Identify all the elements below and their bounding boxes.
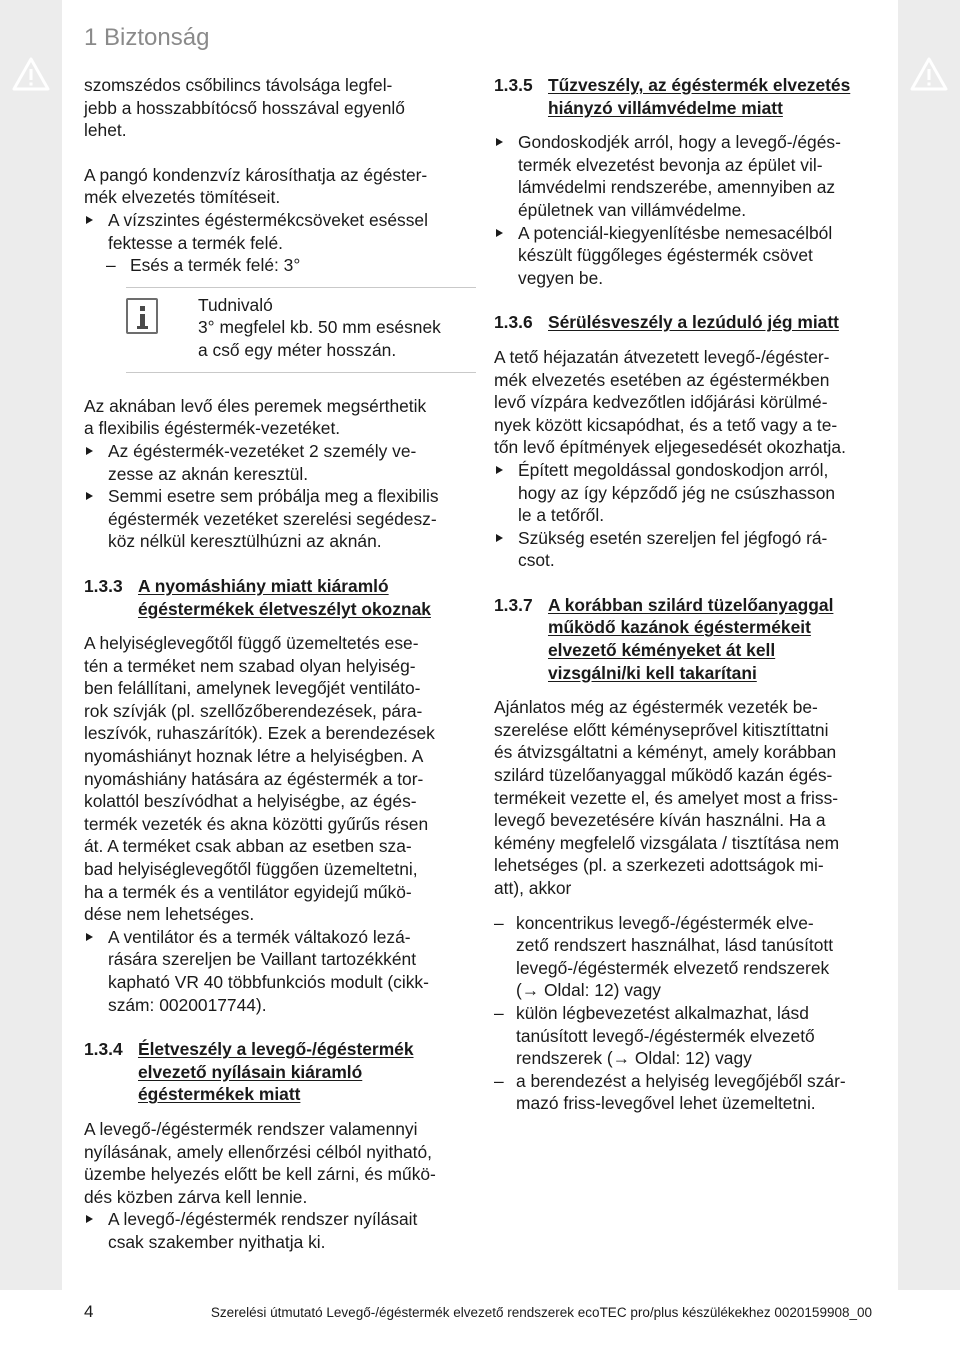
bullet-triangle-icon: [86, 492, 93, 500]
bullet-item: Épített megoldással gondoskodjon arról, hogy az így képződő jég ne csúszhasson le a tetőről.: [494, 459, 886, 527]
section-heading-1-3-5: 1.3.5 Tűzveszély, az égéstermék elvezetés hiányzó villámvédelme miatt: [494, 75, 851, 118]
dash-item: – koncentrikus levegő-/égéstermék elve- zető rendszert használhat, lásd tanúsított levegő-/égéstermék elvezető rendszerek (→ Oldal: 12) vagy: [494, 912, 834, 1001]
bullet-item: Az égéstermék-vezetéket 2 személy ve- zesse az aknán keresztül.: [84, 440, 476, 485]
bullet-triangle-icon: [496, 534, 503, 542]
bullet-triangle-icon: [86, 447, 93, 455]
paragraph: A helyiséglevegőtől függő üzemeltetés ese- tén a terméket nem szabad olyan helyiség- ben felállítani, amelynek levegőjét ventiláto- rok szívják (pl. szellőzőberendezések, pára- leszívók, ruhaszárítók). Ezek a berendezések nyomáshiányt hoznak létre a helyiségben. A nyomáshiány hatására az égéstermék a tor- kolattól beszívódhat a helyiségbe, az égés- termék vezeték és akna közötti gyűrűs résen át. A terméket csak abban az esetben sza- bad helyiséglevegőtől függően üzemeltetni, ha a termék és a ventilátor egyidejű műkö- dése nem lehetséges.: [84, 633, 435, 925]
paragraph: A tető héjazatán átvezetett levegő-/égéster- mék elvezetés esetében az égéstermékben levő vízpára kedvezőtlen időjárási körülmé- nyek között kicsapódhat, és a tető vagy a te- tőn levő építmények eljegesedését okozhatja.: [494, 346, 846, 458]
dash-item: – Esés a termék felé: 3°: [106, 255, 301, 276]
right-margin-bar: [898, 0, 960, 1290]
bullet-item: Gondoskodjék arról, hogy a levegő-/égés- termék elvezetést bevonja az épület vil- lámvédelmi rendszerébe, amennyiben az épületnek van villámvédelme.: [494, 131, 886, 221]
paragraph: Ajánlatos még az égéstermék vezeték be- szerelése előtt kéményseprővel kitisztíttatni és átvizsgáltatni a kéményt, amely korábban szilárd tüzelőanyaggal működő kazán égés- termékeit vezette el, és amelyet most a friss- levegő bevezetésére kíván használni. Ha a kémény megfelelő vizsgálata / tisztítása nem lehetséges (pl. a szerkezeti adottságok mi- att), akkor: [494, 697, 840, 898]
left-column: [84, 74, 476, 1254]
bullet-triangle-icon: [496, 466, 503, 474]
bullet-triangle-icon: [86, 1215, 93, 1223]
paragraph: A levegő-/égéstermék rendszer valamennyi nyílásának, amely ellenőrzési célból nyitható, üzembe helyezés előtt be kell zárni, és műkö- dés közben zárva kell lennie.: [84, 1118, 436, 1207]
bullet-triangle-icon: [496, 138, 503, 146]
bullet-item: Szükség esetén szereljen fel jégfogó rá- csot.: [494, 527, 886, 572]
right-column: [494, 74, 886, 1115]
info-icon: [126, 298, 158, 334]
warning-triangle-icon: [11, 56, 51, 92]
note-text: 3° megfelel kb. 50 mm esésnek a cső egy méter hosszán.: [198, 317, 441, 360]
info-note: [126, 287, 476, 373]
paragraph: szomszédos csőbilincs távolsága legfel- jebb a hosszabbítócső hosszával egyenlő lehet.: [84, 75, 405, 141]
bullet-item: A ventilátor és a termék váltakozó lezá- rására szereljen be Vaillant tartozékként kapható VR 40 többfunkciós modult (cikk- szám: 0020017744).: [84, 926, 476, 1016]
section-heading-1-3-4: 1.3.4 Életveszély a levegő-/égéstermék elvezető nyílásain kiáramló égéstermékek miatt: [84, 1039, 414, 1105]
bullet-triangle-icon: [86, 216, 93, 224]
bullet-item: A vízszintes égéstermékcsöveket eséssel fektesse a termék felé.: [84, 209, 476, 254]
bullet-item: Semmi esetre sem próbálja meg a flexibilis égéstermék vezetéket szerelési segédesz- köz nélkül keresztülhúzni az aknán.: [84, 485, 476, 553]
chapter-title: 1 Biztonság: [84, 24, 210, 51]
paragraph: Az aknában levő éles peremek megsérthetik a flexibilis égéstermék-vezetéket.: [84, 395, 427, 439]
bullet-item: A levegő-/égéstermék rendszer nyílásait csak szakember nyithatja ki.: [84, 1208, 476, 1253]
dash-item: – külön légbevezetést alkalmazhat, lásd tanúsított levegő-/égéstermék elvezető rendszerek (→ Oldal: 12) vagy: [494, 1002, 815, 1069]
page-number: 4: [84, 1302, 94, 1321]
paragraph: A pangó kondenzvíz károsíthatja az égéster- mék elvezetés tömítéseit.: [84, 164, 428, 208]
section-heading-1-3-3: 1.3.3 A nyomáshiány miatt kiáramló égéstermékek életveszélyt okoznak: [84, 575, 431, 619]
note-title: Tudnivaló: [198, 294, 273, 315]
left-margin-bar: [0, 0, 62, 1290]
dash-item: – a berendezést a helyiség levegőjéből szár- mazó friss-levegővel lehet üzemeltetni.: [494, 1070, 846, 1114]
section-heading-1-3-6: 1.3.6 Sérülésveszély a lezúduló jég miatt: [494, 312, 839, 333]
warning-triangle-icon: [909, 56, 949, 92]
section-heading-1-3-7: 1.3.7 A korábban szilárd tüzelőanyaggal működő kazánok égéstermékeit elvezető kéményeket át kell vizsgálni/ki kell takarítani: [494, 594, 834, 683]
bullet-triangle-icon: [86, 933, 93, 941]
footer-text: Szerelési útmutató Levegő-/égéstermék elvezető rendszerek ecoTEC pro/plus készülékekhez 0020159908_00: [210, 1305, 872, 1320]
bullet-triangle-icon: [496, 229, 503, 237]
bullet-item: A potenciál-kiegyenlítésbe nemesacélból készült függőleges égéstermék csövet vegyen be.: [494, 222, 886, 290]
